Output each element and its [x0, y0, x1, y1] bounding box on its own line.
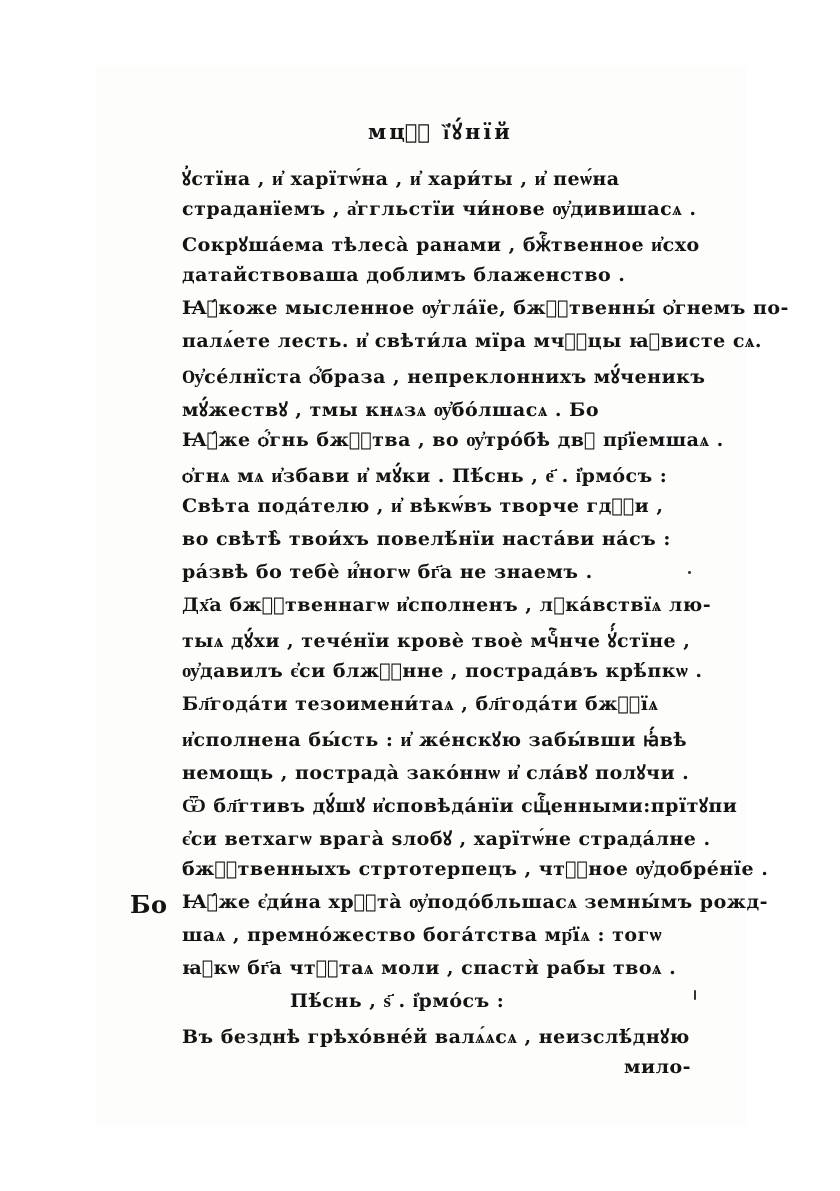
- text-line: страданїемъ , а҆ггльстїи чи́нове ѹ҆дивишасѧ .: [182, 198, 697, 220]
- text-line: є҆си ветхагѡ врага̀ ѕлобꙋ , харїтѡ́не страда́лне .: [182, 828, 711, 850]
- text-line: Въ безднѣ грѣхо́вне́й валѧ́ѧсѧ , неизслѣ́днꙋю: [182, 1026, 690, 1048]
- text-line: шаѧ , премно́жество бога́тства мр҃їѧ : тогѡ: [182, 924, 662, 946]
- text-line: во свѣтѣ̀ твои́хъ повелѣ́нїи наста́ви на́съ :: [182, 528, 671, 550]
- text-line: Ꙗ҆́коже мысленное ѹ҆гла́їе, бжⷭ҇твенны́ ѻ҆гнемъ по-: [182, 297, 789, 319]
- catchword: мило-: [624, 1056, 692, 1078]
- text-line: тыѧ дꙋ́хи , тече́нїи кровѐ твоѐ мчⷭ҇нче ꙋ҆́стїне ,: [182, 630, 691, 652]
- text-line: немощь , пострада̀ зако́ннѡ и҆ сла́вꙋ полꙋчи .: [182, 762, 690, 784]
- ink-speck: [694, 990, 696, 1000]
- text-line: бжⷭ҇твенныхъ стртотерпецъ , чтⷭ҇ное ѹ҆добре́нїе .: [182, 858, 769, 880]
- ink-speck: [688, 571, 691, 574]
- text-line: палѧ́ете лесть. и҆ свѣти́ла мїра мчⷭ҇цы ꙗ҆висте сѧ.: [182, 330, 763, 352]
- text-line: датайствоваша доблимъ блаженство .: [182, 264, 626, 286]
- text-line: Ѿ бл҃гтивъ дꙋ́шꙋ и҆сповѣда́нїи сщⷭ҇енными:прїтꙋпи: [182, 795, 738, 817]
- text-line: Пѣ́снь , ѕ҃ . і҆рмо́съ :: [290, 990, 505, 1012]
- text-line: Сокрꙋша́ема тѣлеса̀ ранами , бжⷭ҇твенное и҆схо: [182, 234, 700, 256]
- text-line: Ѹ҆се́лнїста ѻ҆́браза , непреклоннихъ мꙋ́ченикъ: [182, 366, 706, 388]
- text-line: ѹ҆давилъ є҆си блжⷭ҇нне , пострада́въ крѣ́пкѡ .: [182, 660, 703, 682]
- text-line: Дх҃а бжⷭ҇твеннагѡ и҆сполненъ , лꙋка́вствїѧ лю-: [182, 594, 712, 616]
- text-line: ра́звѣ бо тебѐ и҆́ногѡ бг҃а не знаемъ .: [182, 561, 593, 583]
- text-line: ꙗ҆кѡ бг҃а чтⷭ҇таѧ моли , спастѝ рабы твоѧ .: [182, 957, 677, 979]
- text-line: мꙋ́жествꙋ , тмы кнѧзѧ ѹ҆бо́лшасѧ . Бо: [182, 399, 600, 421]
- marginal-note: Бо: [130, 890, 168, 919]
- text-line: Ꙗ҆́же ѻ҆́гнь бжⷭ҇тва , во ѹ҆тро́бѣ двⷪ пр҃їемшаѧ .: [182, 429, 724, 451]
- running-head: мцⷭ҇ ȉ҆ꙋ́нїй: [368, 119, 513, 144]
- text-line: Ꙗ҆́же є҆ди́на хрⷭ҇та̀ ѹ҆подо́бльшасѧ земны́мъ рожд-: [182, 891, 768, 913]
- text-line: Бл҃года́ти тезоимени́таѧ , бл҃года́ти бжⷭ҇їѧ: [182, 693, 659, 715]
- text-line: ꙋ҆стїна , и҆ харїтѡ́на , и҆ хари́ты , и҆ пеѡ́на: [182, 168, 620, 190]
- text-line: Свѣта пода́телю , и҆ вѣкѡ́въ творче гдⷭ҇и ,: [182, 495, 664, 517]
- text-line: и҆сполнена бы́сть : и҆ же́нскꙋю забы́вши ꙗ҆́вѣ: [182, 729, 688, 751]
- text-line: ѻ҆гнѧ мѧ и҆збави и҆ мꙋ́ки . Пѣ́снь , е҃ . і҆рмо́съ :: [182, 465, 668, 487]
